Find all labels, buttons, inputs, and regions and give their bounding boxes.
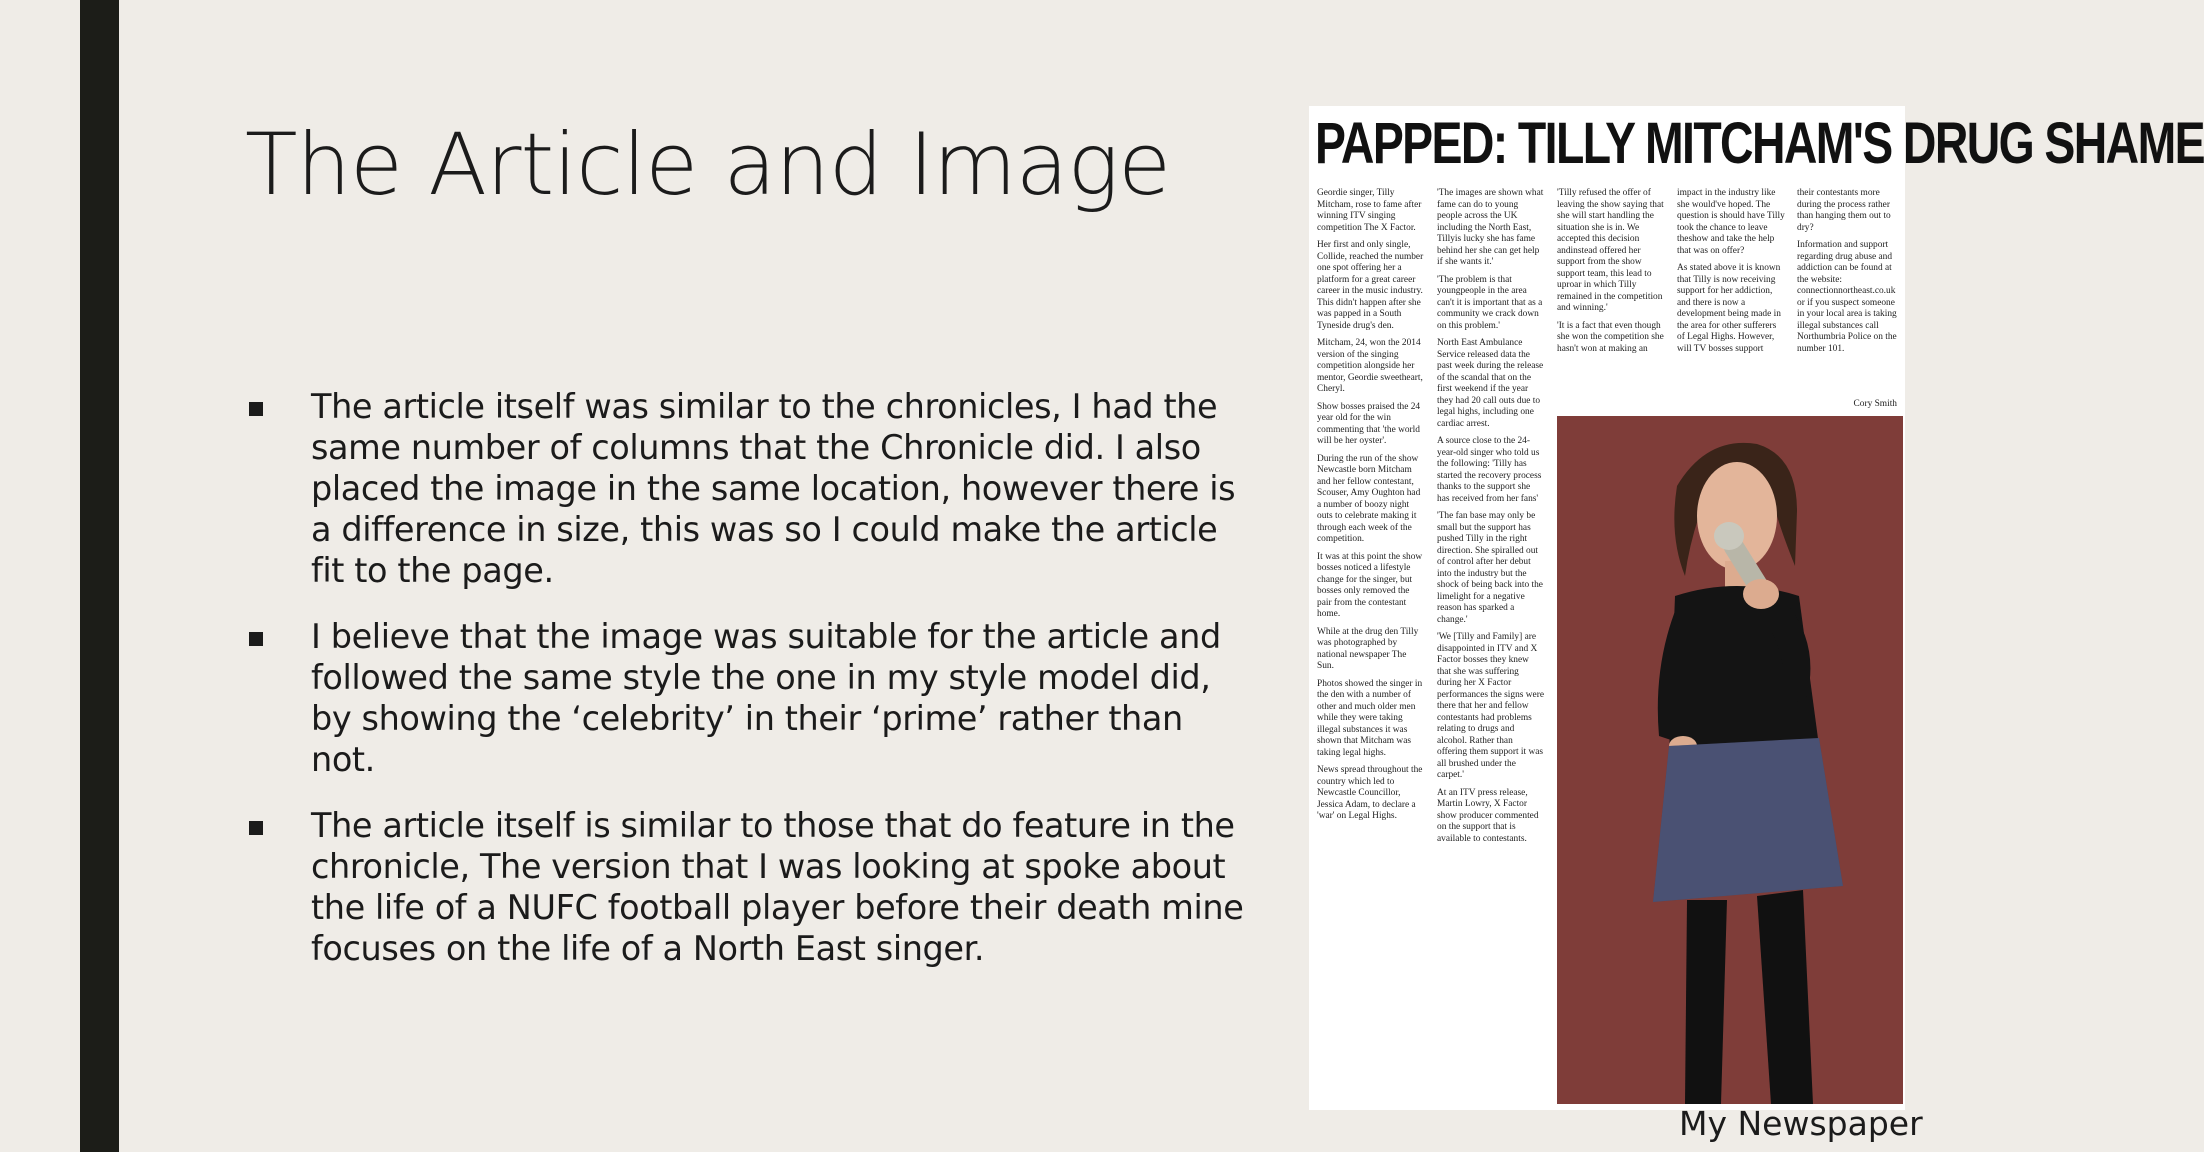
article-paragraph: 'The fan base may only be small but the support has pushed Tilly in the right direction. She spiralled out of control after her debut into the industry but the shock of being back into the limelight for a negative reason has sparked a change.' bbox=[1437, 511, 1543, 625]
newspaper-headline: PAPPED: TILLY MITCHAM'S DRUG SHAME bbox=[1315, 111, 2204, 176]
bullet-text: I believe that the image was suitable for the article and followed the same style the one in my style model did, by showing the ‘celebrity’ in their ‘prime’ rather than not. bbox=[311, 617, 1221, 779]
article-paragraph: 'We [Tilly and Family] are disappointed in ITV and X Factor bosses they knew that she was suffering during her X Factor performances the signs were there that her and fellow contestants had problems relating to drugs and alcohol. Rather than offering them support it was all brushed under the carpet.' bbox=[1437, 632, 1544, 780]
article-paragraph: As stated above it is known that Tilly is now receiving support for her addiction, and there is now a development being made in the area for other sufferers of Legal Highs. However, will TV bosses support bbox=[1677, 263, 1781, 354]
article-column-4 bbox=[1677, 188, 1785, 416]
article-paragraph: While at the drug den Tilly was photographed by national newspaper The Sun. bbox=[1317, 626, 1419, 671]
slide-title: The Article and Image bbox=[245, 115, 1170, 215]
article-paragraph: impact in the industry like she would've hoped. The question is should have Tilly took the chance to leave theshow and take the help that was on offer? bbox=[1677, 188, 1785, 256]
square-bullet-icon bbox=[249, 632, 263, 646]
article-paragraph: Mitcham, 24, won the 2014 version of the singing competition alongside her mentor, Geordie sweetheart, Cheryl. bbox=[1317, 338, 1423, 394]
square-bullet-icon bbox=[249, 402, 263, 416]
article-paragraph: Her first and only single, Collide, reached the number one spot offering her a platform for a great career career in the music industry. This didn't happen after she was papped in a South Tyneside drug's den. bbox=[1317, 240, 1424, 331]
left-accent-bar bbox=[80, 0, 119, 1152]
bullet-item bbox=[245, 616, 1245, 780]
article-paragraph: 'It is a fact that even though she won the competition she hasn't won at making an bbox=[1557, 320, 1664, 354]
newspaper-caption: My Newspaper bbox=[1679, 1104, 1923, 1143]
newspaper-page-image bbox=[1309, 106, 2204, 1110]
singer-illustration bbox=[1557, 416, 1903, 1104]
singer-photo bbox=[1557, 416, 1903, 1104]
bullet-text: The article itself was similar to the chronicles, I had the same number of columns that the Chronicle did. I also placed the image in the same location, however there is a difference in size, this was so I could make the article fit to the page. bbox=[311, 387, 1236, 590]
article-paragraph: It was at this point the show bosses noticed a lifestyle change for the singer, but bosses only removed the pair from the contestant home. bbox=[1317, 551, 1423, 619]
article-paragraph: 'Tilly refused the offer of leaving the show saying that she will start handling the situation she is in. We accepted this decision andinstead offered her support from the show support team, this lead to uproar in which Tilly remained in the competition and winning.' bbox=[1557, 188, 1664, 313]
article-paragraph: During the run of the show Newcastle born Mitcham and her fellow contestant, Scouser, Amy Oughton had a number of boozy night outs to celebrate making it through each week of the competition. bbox=[1317, 453, 1421, 544]
article-paragraph: A source close to the 24-year-old singer who told us the following: 'Tilly has started the recovery process thanks to the support she has received from her fans' bbox=[1437, 436, 1542, 504]
article-paragraph: Geordie singer, Tilly Mitcham, rose to fame after winning ITV singing competition The X Factor. bbox=[1317, 188, 1422, 233]
article-column-3 bbox=[1557, 188, 1665, 416]
article-paragraph: Show bosses praised the 24 year old for the win commenting that 'the world will be her oyster'. bbox=[1317, 401, 1421, 446]
article-paragraph: Information and support regarding drug abuse and addiction can be found at the website: connectionnortheast.co.uk or if you suspect someone in your local area is taking illegal substances call Northumbria Police on the number 101. bbox=[1797, 240, 1897, 354]
article-paragraph: News spread throughout the country which led to Newcastle Councillor, Jessica Adam, to declare a 'war' on Legal Highs. bbox=[1317, 765, 1423, 821]
bullet-list bbox=[245, 386, 1245, 994]
article-column-2 bbox=[1437, 188, 1545, 1088]
article-byline: Cory Smith bbox=[1853, 399, 1897, 409]
article-paragraph: Photos showed the singer in the den with a number of other and much older men while they were taking illegal substances it was shown that Mitcham was taking legal highs. bbox=[1317, 678, 1423, 758]
article-paragraph: 'The images are shown what fame can do to young people across the UK including the North East, Tillyis lucky she has fame behind her she can get help if she wants it.' bbox=[1437, 188, 1544, 267]
article-column-1 bbox=[1317, 188, 1425, 1088]
bullet-text: The article itself is similar to those that do feature in the chronicle, The version that I was looking at spoke about the life of a NUFC football player before their death mine focuses on the life of a North East singer. bbox=[311, 806, 1244, 968]
article-paragraph: their contestants more during the process rather than hanging them out to dry? bbox=[1797, 188, 1891, 233]
article-paragraph: North East Ambulance Service released data the past week during the release of the scandal that on the first weekend if the year they had 20 call outs due to legal highs, including one cardiac arrest. bbox=[1437, 338, 1544, 429]
article-paragraph: 'The problem is that youngpeople in the area can't it is important that as a community we crack down on this problem.' bbox=[1437, 274, 1543, 331]
article-column-5 bbox=[1797, 188, 1901, 398]
square-bullet-icon bbox=[249, 821, 263, 835]
bullet-item bbox=[245, 805, 1245, 969]
article-paragraph: At an ITV press release, Martin Lowry, X Factor show producer commented on the support that is available to contestants. bbox=[1437, 787, 1539, 844]
bullet-item bbox=[245, 386, 1245, 591]
